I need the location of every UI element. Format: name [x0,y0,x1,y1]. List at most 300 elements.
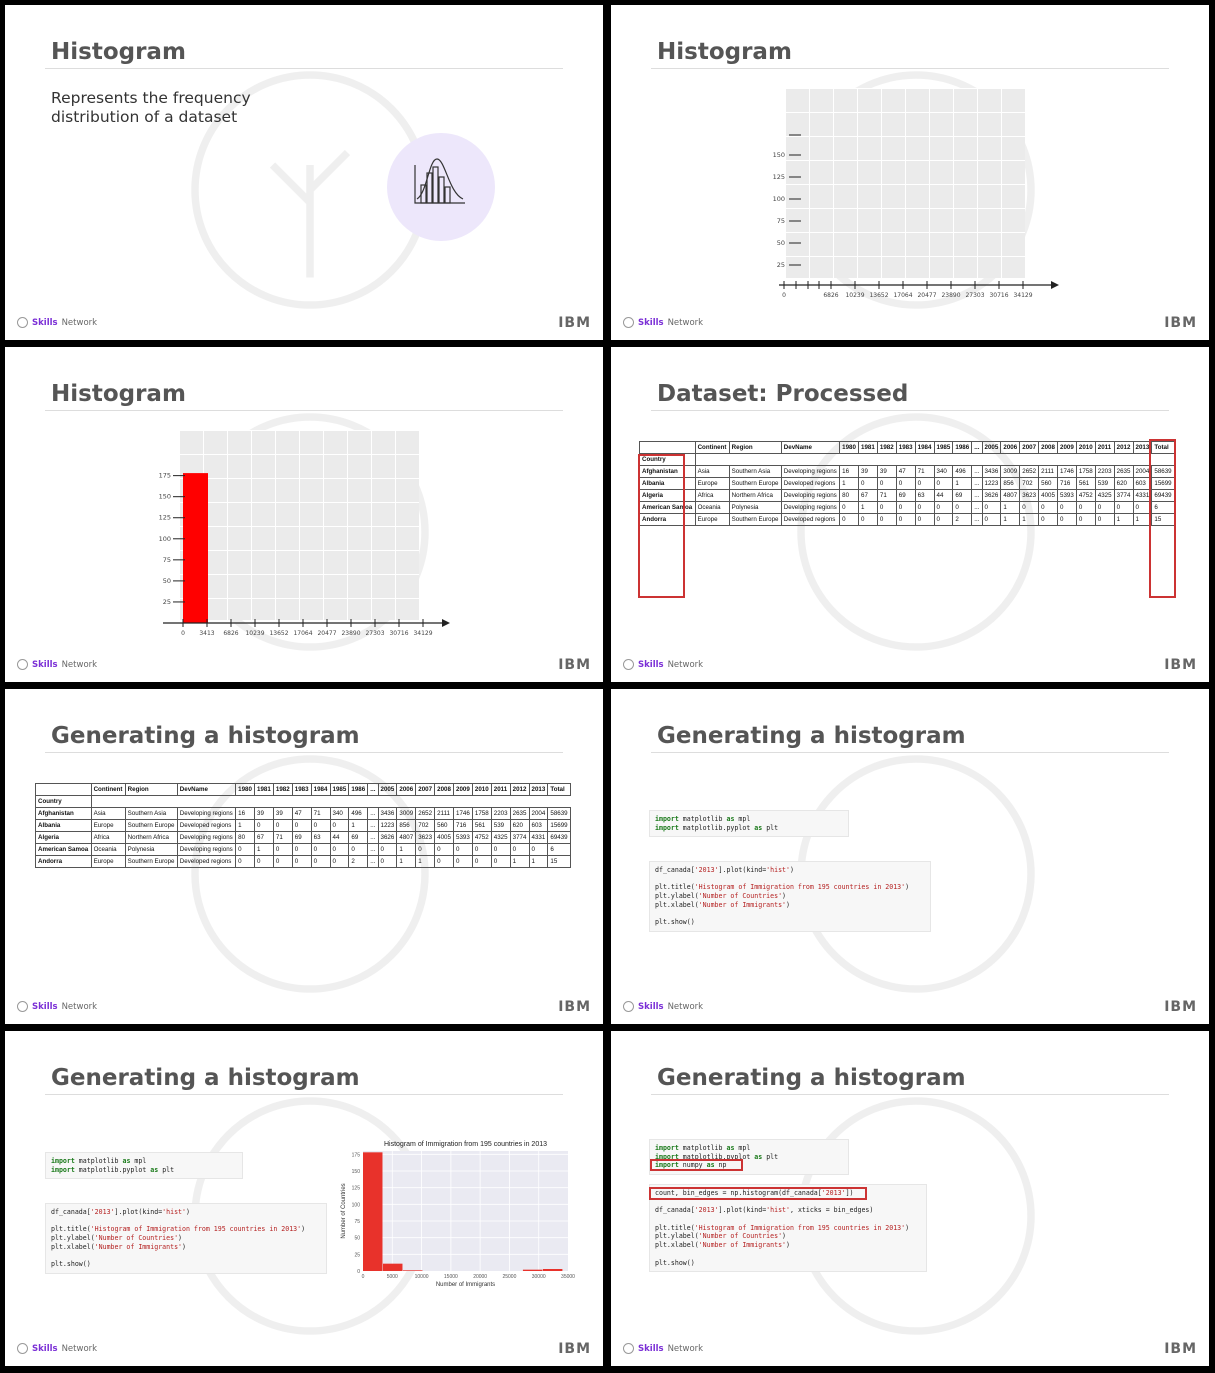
table-cell: 2004 [1133,466,1152,478]
x-axis-arrow-icon [442,619,450,627]
ibm-logo: IBM [558,999,591,1015]
column-header: ... [972,442,982,454]
code-line: df_canada['2013'].plot(kind='hist', xticks = bin_edges) [655,1206,874,1215]
ibm-logo: IBM [558,657,591,673]
code-string: 'Number of Countries' [698,892,783,901]
table-cell: Europe [91,820,125,832]
skills-network-icon [17,1001,28,1012]
table-cell: 39 [877,466,896,478]
column-header: 1982 [877,442,896,454]
table-cell: 1758 [1076,466,1095,478]
brand-bold: Skills [638,317,664,328]
code-string: 'Number of Immigrants' [698,1241,787,1250]
table-cell: 1 [1001,502,1020,514]
empty-cell [529,796,548,808]
table-row [640,514,1175,526]
column-header: 2007 [416,784,435,796]
table-cell: 620 [1114,478,1133,490]
table-cell: Developing regions [177,808,235,820]
index-label-row [640,454,1175,466]
table-cell: 39 [255,808,274,820]
table-cell: 16 [236,808,255,820]
table-cell: 0 [311,856,330,868]
code-line: plt.show() [655,918,695,927]
code-keyword: import [655,823,679,832]
column-header: 2010 [1076,442,1095,454]
x-tick-label: 25000 [502,1274,517,1280]
table-cell: Southern Europe [729,514,781,526]
table-cell: Developed regions [781,514,839,526]
table-cell: 340 [330,808,349,820]
table-cell: 0 [472,844,491,856]
code-string: '2013' [694,1206,719,1215]
y-tick-label: 50 [776,239,785,247]
column-header: 2006 [397,784,416,796]
histogram-bar [523,1270,542,1271]
table-cell: 0 [982,502,1001,514]
table-cell: 0 [840,502,859,514]
slide-title: Generating a histogram [51,723,360,749]
column-header: 1981 [255,784,274,796]
histogram-icon-badge [387,133,495,241]
x-tick-label: 6826 [823,292,839,299]
table-cell: 0 [1076,514,1095,526]
x-tick-label: 30000 [531,1274,546,1280]
code-string: 'hist' [766,1206,790,1215]
y-tick-label: 25 [354,1252,360,1259]
column-header: 2013 [529,784,548,796]
table-row [36,832,571,844]
code-string: '2013' [90,1208,115,1216]
histogram-icon [387,133,495,241]
slide-histogram-first-bin [5,347,603,682]
skills-network-logo [17,1001,97,1012]
brand-rest: Network [667,1001,704,1012]
table-cell: 0 [435,856,454,868]
code-keyword: as [754,823,763,832]
empty-cell [378,796,397,808]
row-index-cell: Andorra [640,514,696,526]
code-line: import numpy as np [655,1161,727,1170]
empty-cell [896,454,915,466]
skills-network-icon [623,1343,634,1354]
code-keyword: import [655,1161,679,1170]
immigration-histogram [331,1137,575,1297]
empty-cell [982,454,1001,466]
empty-cell [91,796,125,808]
table-cell: 3626 [378,832,397,844]
table-cell: Developing regions [177,844,235,856]
column-header: 2011 [491,784,510,796]
code-string: 'Histogram of Immigration from 195 countries in 2013' [694,883,906,892]
slide-generating-histogram-code [611,689,1209,1024]
column-header: 1983 [292,784,311,796]
code-line: plt.ylabel('Number of Countries') [655,1232,787,1241]
x-tick-label: 30716 [389,630,409,637]
table-cell: 4005 [1039,490,1058,502]
table-cell: 1 [1133,514,1152,526]
table-cell: 39 [859,466,878,478]
brand-rest: Network [667,1343,704,1354]
x-tick-label: 27303 [365,630,385,637]
table-cell: 1758 [472,808,491,820]
empty-axes [751,115,1061,305]
empty-cell [781,454,839,466]
code-keyword: import [51,1165,75,1174]
empty-cell [695,454,729,466]
code-string: 'hist' [766,866,790,874]
brand-rest: Network [61,1001,98,1012]
table-cell: Africa [695,490,729,502]
skills-network-logo [623,1001,703,1012]
row-index-cell: Albania [36,820,92,832]
table-cell: 0 [934,502,953,514]
table-cell: 0 [877,502,896,514]
table-cell: 3009 [1001,466,1020,478]
table-row [640,490,1175,502]
empty-cell [368,796,378,808]
code-keyword: as [726,1144,735,1152]
y-tick-label: 100 [351,1202,360,1209]
x-tick-label: 13652 [869,292,889,299]
table-cell: 4331 [1133,490,1152,502]
dataset-table [639,441,1175,526]
table-cell: 69 [292,832,311,844]
table-cell: 63 [311,832,330,844]
table-cell: 0 [236,856,255,868]
brand-rest: Network [667,317,704,328]
x-tick-label: 23890 [341,630,361,637]
slide-generating-histogram-output [5,1031,603,1366]
empty-cell [397,796,416,808]
empty-cell [972,454,982,466]
brand-rest: Network [61,317,98,328]
brand-bold: Skills [638,1001,664,1012]
code-cell-histogram [649,1184,927,1272]
title-divider [45,752,563,753]
x-tick-label: 20000 [473,1274,488,1280]
table-cell: 15699 [548,820,571,832]
empty-cell [859,454,878,466]
table-cell: 58639 [548,808,571,820]
code-keyword: as [150,1165,159,1174]
slide-histogram-empty-axes [611,5,1209,340]
table-cell: 0 [273,856,292,868]
code-keyword: import [655,1152,679,1161]
table-cell: 67 [859,490,878,502]
table-cell: 1 [529,856,548,868]
empty-cell [255,796,274,808]
table-cell: Polynesia [125,844,177,856]
table-cell: Northern Africa [125,832,177,844]
table-cell: Southern Europe [125,856,177,868]
ibm-logo: IBM [558,1341,591,1357]
table-cell: 44 [934,490,953,502]
column-header: 1983 [896,442,915,454]
index-corner-cell [36,784,92,796]
y-tick-label: 125 [158,513,171,522]
column-header: 1985 [934,442,953,454]
column-header: Region [125,784,177,796]
code-cell-imports [649,1139,849,1175]
table-cell: 0 [292,844,311,856]
table-cell: 0 [934,478,953,490]
table-cell: 1 [416,856,435,868]
table-cell: 0 [1058,502,1077,514]
table-cell: 69439 [548,832,571,844]
table-cell: 2111 [1039,466,1058,478]
empty-cell [1133,454,1152,466]
table-cell: 561 [472,820,491,832]
table-cell: ... [368,856,378,868]
table-cell: ... [368,820,378,832]
table-cell: 1 [236,820,255,832]
x-tick-label: 10239 [845,292,865,299]
table-cell: 3774 [1114,490,1133,502]
table-cell: 2635 [510,808,529,820]
table-cell: 1 [349,820,368,832]
slide-description: Represents the frequency distribution of a dataset [51,89,251,126]
table-cell: 0 [349,844,368,856]
table-cell: 702 [1020,478,1039,490]
table-cell: 0 [1095,514,1114,526]
empty-cell [1001,454,1020,466]
table-cell: Developing regions [781,466,839,478]
slide-title: Histogram [51,381,186,407]
table-cell: ... [368,832,378,844]
slide-dataset-processed [611,347,1209,682]
row-index-cell: Algeria [36,832,92,844]
empty-cell [1095,454,1114,466]
skills-network-logo [623,1343,703,1354]
first-bin-chart [145,457,455,647]
x-tick-label: 15000 [443,1274,458,1280]
x-tick-label: 10239 [245,630,265,637]
table-cell: 16 [840,466,859,478]
x-tick-label: 0 [181,630,185,637]
table-cell: 3626 [982,490,1001,502]
table-cell: Southern Europe [729,478,781,490]
table-cell: 0 [1076,502,1095,514]
empty-cell [915,454,934,466]
table-cell: 47 [896,466,915,478]
x-tick-label: 3413 [199,630,215,637]
table-cell: 2004 [529,808,548,820]
column-header: 2007 [1020,442,1039,454]
table-cell: Polynesia [729,502,781,514]
code-line: plt.title('Histogram of Immigration from 195 countries in 2013') [655,883,910,892]
y-tick-label: 150 [772,151,785,159]
table-cell: 2 [953,514,972,526]
table-cell: 0 [273,820,292,832]
table-cell: Asia [91,808,125,820]
table-cell: 0 [859,514,878,526]
table-cell: 0 [953,502,972,514]
column-header: 2008 [435,784,454,796]
y-tick-label: 0 [357,1269,360,1275]
code-keyword: import [655,1144,679,1152]
code-line [655,1198,921,1207]
code-line: plt.show() [655,1258,695,1267]
column-header: Region [729,442,781,454]
table-cell: 15699 [1152,478,1175,490]
table-cell: 1 [953,478,972,490]
empty-cell [729,454,781,466]
brand-rest: Network [667,659,704,670]
code-cell-plot [649,861,931,932]
table-cell: 0 [1095,502,1114,514]
title-divider [651,1094,1169,1095]
table-cell: 0 [915,502,934,514]
table-cell: 856 [397,820,416,832]
code-line [655,910,925,919]
table-cell: Developing regions [781,502,839,514]
empty-cell [1114,454,1133,466]
table-cell: 58639 [1152,466,1175,478]
table-cell: 2111 [435,808,454,820]
table-cell: Developing regions [177,832,235,844]
table-cell: Developed regions [177,820,235,832]
code-line [655,875,925,884]
column-header: Total [548,784,571,796]
table-row [640,466,1175,478]
table-row [36,820,571,832]
x-tick-label: 6826 [223,630,239,637]
table-cell: 603 [529,820,548,832]
table-cell: 0 [330,820,349,832]
slide-generating-histogram-table [5,689,603,1024]
slide-histogram-intro [5,5,603,340]
code-line: import matplotlib.pyplot as plt [51,1165,175,1174]
empty-cell [125,796,177,808]
table-cell: 0 [915,478,934,490]
code-keyword: import [655,815,679,823]
empty-cell [877,454,896,466]
table-cell: Europe [91,856,125,868]
table-cell: 0 [472,856,491,868]
ibm-logo: IBM [1164,315,1197,331]
empty-cell [292,796,311,808]
x-axis-arrow-icon [1051,281,1059,289]
table-cell: 0 [311,844,330,856]
ibm-logo: IBM [1164,657,1197,673]
table-cell: 0 [378,844,397,856]
y-tick-label: 125 [772,173,785,181]
table-cell: 2635 [1114,466,1133,478]
empty-cell [435,796,454,808]
table-cell: 3436 [378,808,397,820]
x-tick-label: 30716 [989,292,1009,299]
empty-cell [273,796,292,808]
column-header: 1984 [311,784,330,796]
code-line: plt.show() [51,1260,91,1269]
table-cell: ... [972,478,982,490]
x-tick-label: 0 [782,292,786,299]
table-cell: 4807 [397,832,416,844]
column-header: 2006 [1001,442,1020,454]
table-cell: 71 [877,490,896,502]
code-line: plt.xlabel('Number of Immigrants') [655,900,790,909]
table-cell: 0 [1133,502,1152,514]
code-line [51,1217,321,1226]
column-header: 1981 [859,442,878,454]
skills-network-icon [17,317,28,328]
table-cell: ... [972,490,982,502]
table-cell: 620 [510,820,529,832]
table-cell: ... [368,844,378,856]
column-header: 2011 [1095,442,1114,454]
skills-network-icon [17,659,28,670]
title-divider [651,752,1169,753]
table-cell: 69 [896,490,915,502]
table-cell: 44 [330,832,349,844]
column-header: 2009 [1058,442,1077,454]
table-cell: 1 [255,844,274,856]
table-cell: 69 [953,490,972,502]
ibm-logo: IBM [1164,999,1197,1015]
table-cell: Oceania [695,502,729,514]
table-cell: 0 [840,514,859,526]
table-cell: ... [972,514,982,526]
skills-network-icon [623,1001,634,1012]
table-cell: Developed regions [177,856,235,868]
empty-cell [311,796,330,808]
table-cell: 0 [859,478,878,490]
title-divider [45,68,563,69]
code-keyword: as [726,815,735,823]
code-keyword: as [706,1161,715,1170]
x-tick-label: 13652 [269,630,289,637]
x-tick-label: 23890 [941,292,961,299]
table-cell: 0 [255,820,274,832]
table-cell: 561 [1076,478,1095,490]
empty-cell [349,796,368,808]
table-cell: 15 [548,856,571,868]
code-string: 'Number of Countries' [698,1232,783,1241]
table-cell: 3623 [1020,490,1039,502]
table-cell: 3774 [510,832,529,844]
table-cell: 71 [915,466,934,478]
table-cell: 80 [236,832,255,844]
table-cell: 1 [397,856,416,868]
ibm-logo: IBM [1164,1341,1197,1357]
table-cell: 1223 [378,820,397,832]
table-cell: 1 [1114,514,1133,526]
code-string: 'Histogram of Immigration from 195 countries in 2013' [90,1225,302,1234]
table-cell: Southern Europe [125,820,177,832]
row-index-cell: American Samoa [36,844,92,856]
table-cell: 702 [416,820,435,832]
table-cell: 6 [1152,502,1175,514]
code-string: 'hist' [162,1208,186,1216]
table-cell: 0 [1039,502,1058,514]
code-keyword: as [122,1157,131,1165]
slide-title: Generating a histogram [657,1065,966,1091]
table-cell: 1746 [1058,466,1077,478]
table-cell: Africa [91,832,125,844]
code-string: 'Histogram of Immigration from 195 countries in 2013' [694,1223,906,1232]
empty-cell [510,796,529,808]
x-tick-label: 20477 [917,292,937,299]
x-tick-label: 34129 [413,630,433,637]
table-cell: 560 [435,820,454,832]
row-index-cell: American Samoa [640,502,696,514]
table-cell: 0 [435,844,454,856]
y-axis-label: Number of Countries [341,1183,347,1239]
table-cell: 39 [273,808,292,820]
table-cell: 0 [491,844,510,856]
code-line: import matplotlib.pyplot as plt [655,1152,779,1161]
